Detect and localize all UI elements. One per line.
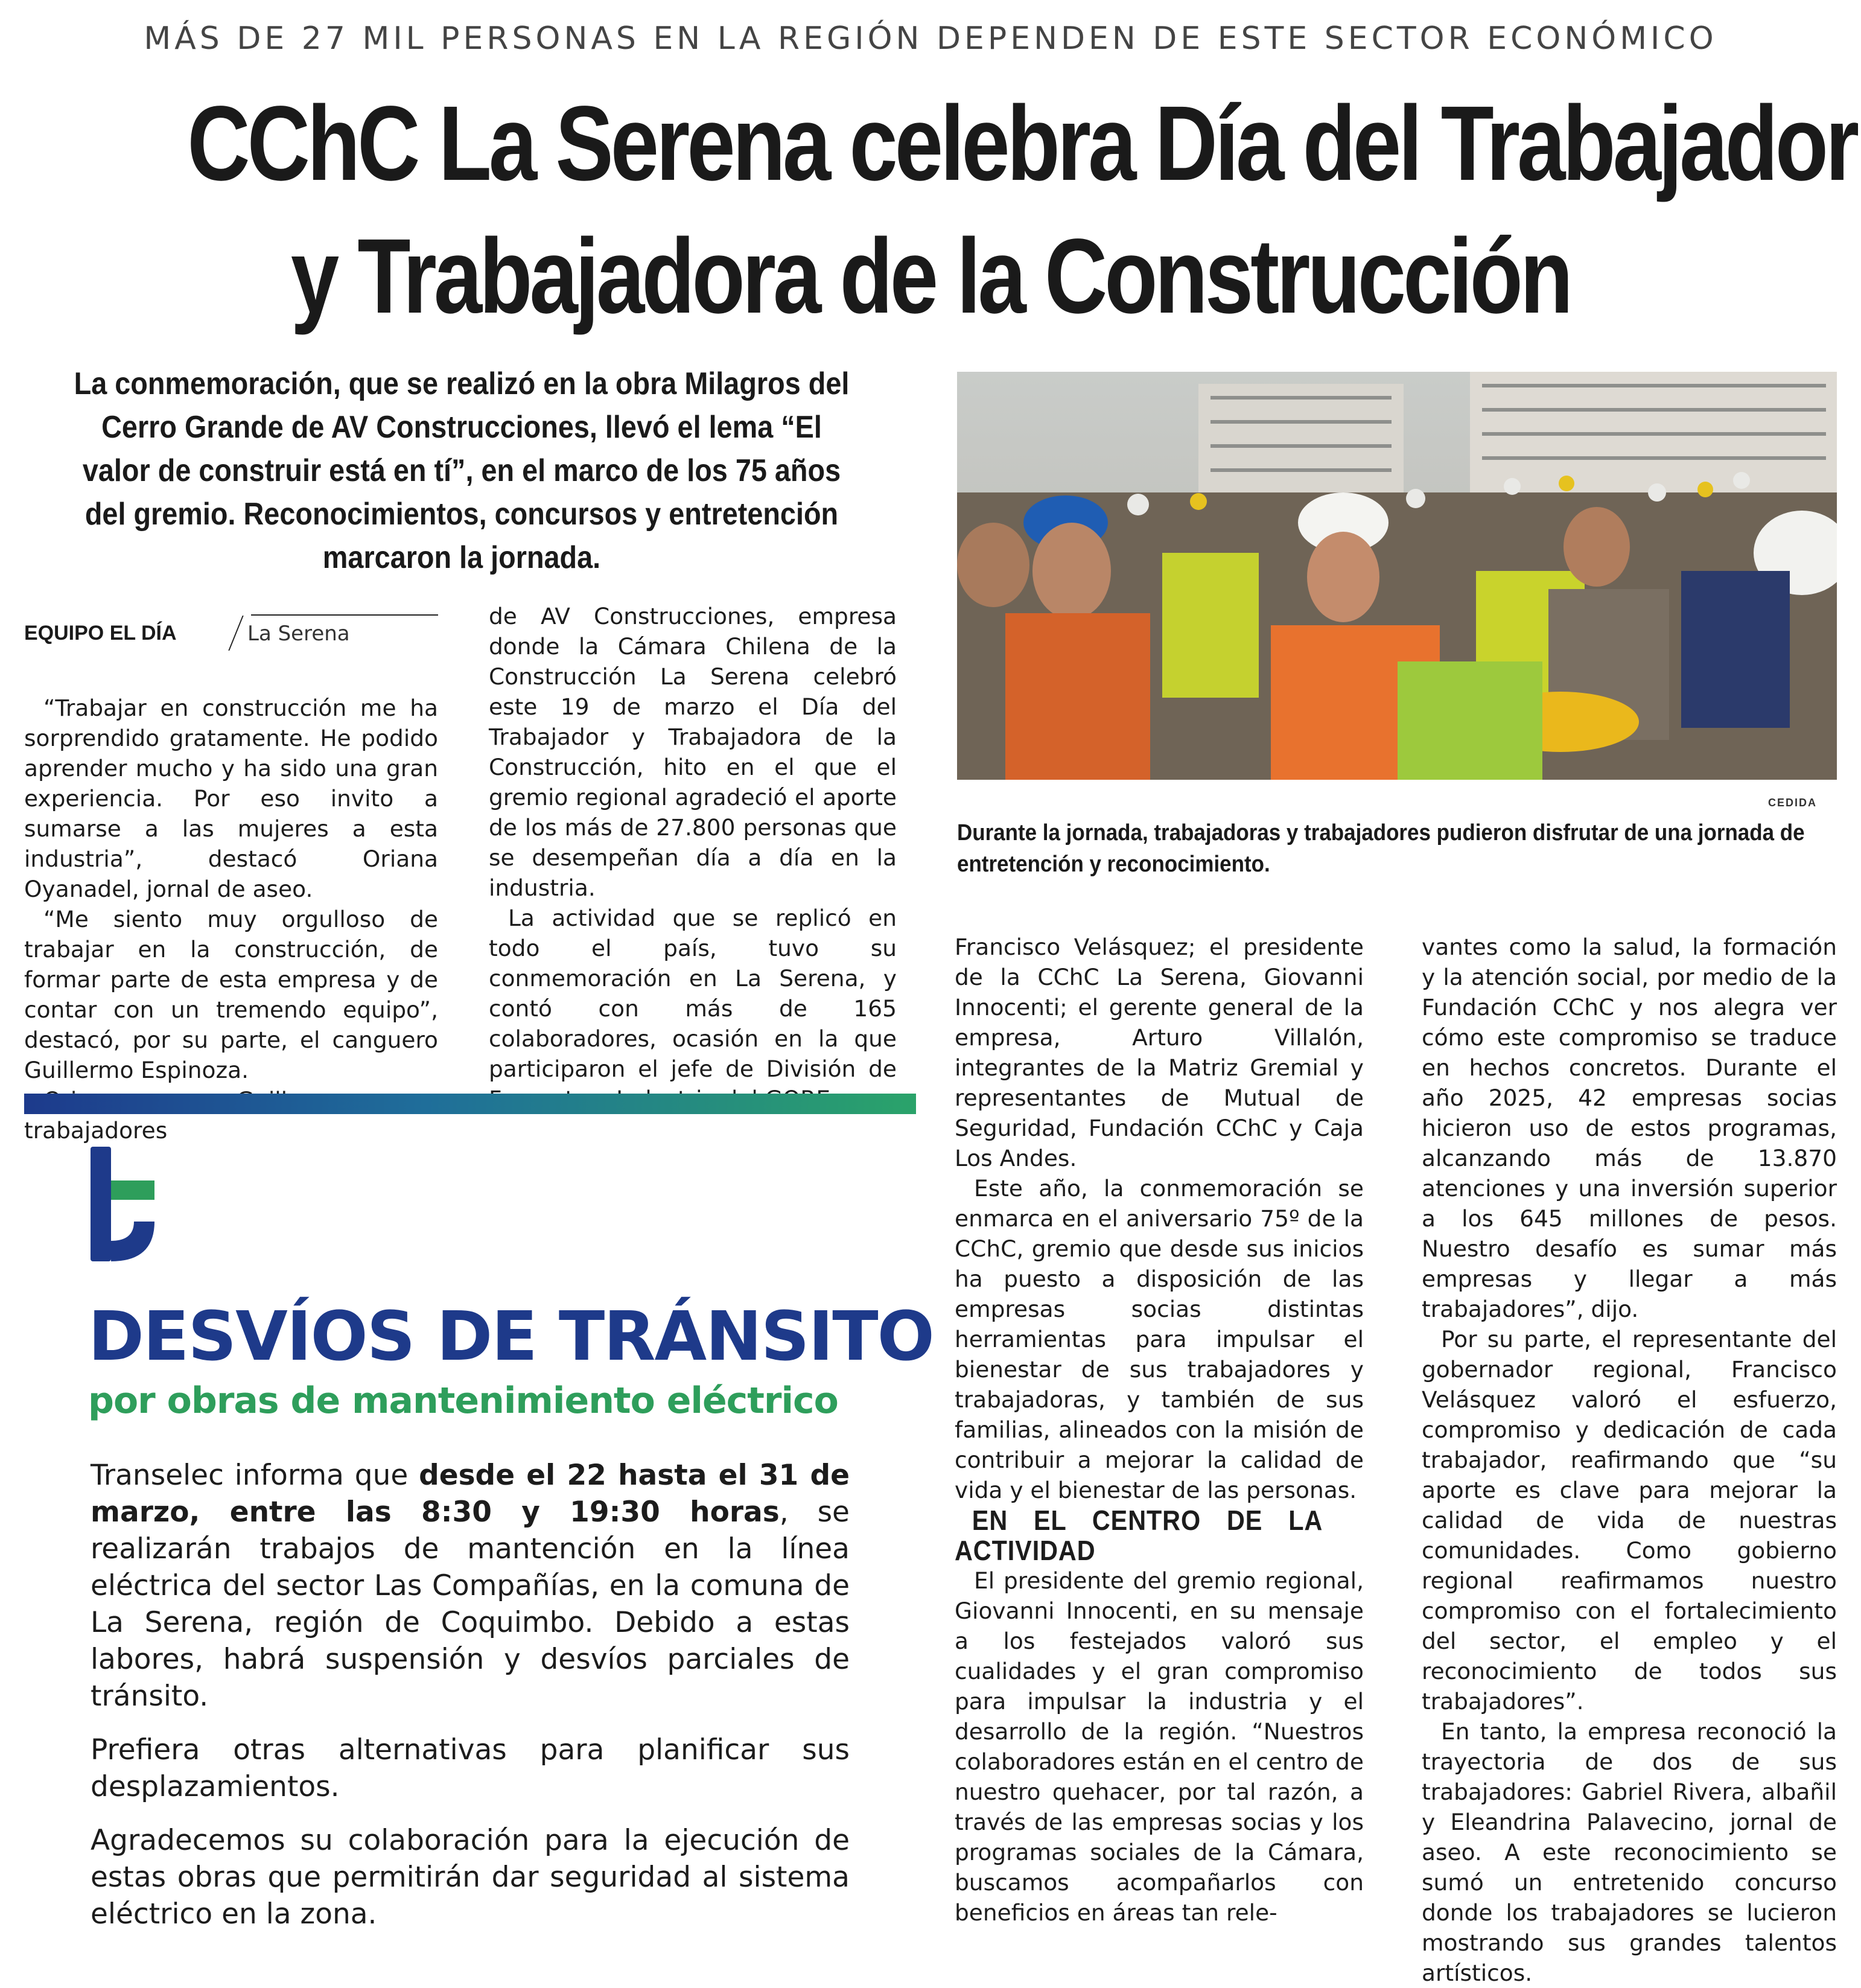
byline (24, 613, 438, 652)
article-column-1 (24, 693, 438, 1145)
lede: La conmemoración, que se realizó en la obra Milagros del Cerro Grande de AV Construcciones, llevó el lema “El valor de construir está en tí”, en el marco de los 75 años del gremio. Reconocimientos, concursos y entretención marcaron la jornada. (74, 366, 850, 575)
byline-divider (228, 616, 243, 651)
byline-rule (251, 614, 438, 616)
article-paragraph: Francisco Velásquez; el presidente de la CChC La Serena, Giovanni Innocenti; el gerente general de la empresa, Arturo Villalón, integrantes de la Matriz Gremial y representantes de Mutual de Seguridad, Fundación CChC y Caja Los Andes. (955, 934, 1364, 1171)
ad-subtitle: por obras de mantenimiento eléctrico (88, 1380, 838, 1422)
ad-dates: desde el 22 hasta el 31 de marzo, entre las 8:30 y 19:30 horas (91, 1459, 850, 1529)
workers-photo (957, 372, 1837, 780)
ad-body (91, 1457, 850, 1949)
article-paragraph: “Trabajar en construcción me ha sorprendido gratamente. He podido aprender mucho y ha sido una gran experiencia. Por eso invito a sumarse a las mujeres a esta industria”, destacó Oriana Oyanadel, jornal de aseo. (24, 695, 438, 902)
headline-line-1: CChC La Serena celebra Día del Trabajador (187, 84, 1857, 203)
kicker: MÁS DE 27 MIL PERSONAS EN LA REGIÓN DEPENDEN DE ESTE SECTOR ECONÓMICO (144, 21, 1717, 57)
article-paragraph: de AV Construcciones, empresa donde la Cámara Chilena de la Construcción La Serena celebró este 19 de marzo el Día del Trabajador y Trabajadora de la Construcción, hito en el que el gremio regional agradeció el aporte de los más de 27.800 personas que se desempeñan día a día en la industria. (489, 603, 897, 901)
ad-paragraph-1 (91, 1457, 850, 1715)
article-paragraph: Este año, la conmemoración se enmarca en el aniversario 75º de la CChC, gremio que desde sus inicios ha puesto a disposición de las empresas socias distintas herramientas para impulsar el bienestar de sus trabajadores y trabajadoras, y también de sus familias, alineados con la misión de contribuir a mejorar la calidad de vida y el bienestar de las personas. (955, 1175, 1364, 1503)
transelec-t-icon (91, 1147, 157, 1261)
ad-paragraph-3: Agradecemos su colaboración para la ejecución de estas obras que permitirán dar seguridad al sistema eléctrico en la zona. (91, 1824, 850, 1931)
ad-text: Transelec informa que (91, 1459, 419, 1492)
workers-photo-illustration (957, 372, 1837, 780)
article-paragraph: trabajadores (24, 1117, 168, 1144)
article-column-2 (489, 601, 897, 1114)
article-paragraph: “Me siento muy orgulloso de trabajar en la construcción, de formar parte de esta empresa y de contar con un tremendo equipo”, destacó, por su parte, el canguero Guillermo Espinoza. (24, 906, 438, 1083)
byline-author: EQUIPO EL DÍA (24, 622, 177, 645)
article-paragraph: El presidente del gremio regional, Giovanni Innocenti, en su mensaje a los festejados valoró sus cualidades y el gran compromiso para impulsar la industria y el desarrollo de la región. “Nuestros colaboradores están en el centro de nuestro quehacer, por tal razón, a través de las empresas socias y los programas sociales de la Cámara, buscamos acompañarlos con beneficios en áreas tan rele- (955, 1567, 1364, 1926)
photo-credit: CEDIDA (1768, 797, 1818, 809)
article-column-4 (1422, 932, 1837, 1988)
article-paragraph: En tanto, la empresa reconoció la trayectoria de dos de sus trabajadores: Gabriel Rivera, albañil y Eleandrina Palavecino, jornal de aseo. A este reconocimiento se sumó un entretenido concurso donde los trabajadores se lucieron mostrando sus grandes talentos artísticos. (1422, 1718, 1837, 1986)
byline-place: La Serena (247, 622, 350, 646)
photo-caption: Durante la jornada, trabajadoras y trabajadores pudieron disfrutar de una jornada de entretención y reconocimiento. (957, 820, 1805, 877)
article-paragraph: La actividad que se replicó en todo el país, tuvo su conmemoración en La Serena, y contó con más de 165 colaboradores, ocasión en la que participaron el jefe de División de (489, 905, 897, 1082)
ad-top-gradient-bar (24, 1094, 916, 1114)
article-paragraph: vantes como la salud, la formación y la atención social, por medio de la Fundación CChC y nos alegra ver cómo este compromiso se traduce en hechos concretos. Durante el año 2025, 42 empresas socias hicieron uso de estos programas, alcanzando más de 13.870 atenciones y una inversión superior a los 645 millones de pesos. Nuestro desafío es sumar más empresas y llegar a más trabajadores”, dijo. (1422, 934, 1837, 1322)
ad-paragraph-2: Prefiera otras alternativas para planificar sus desplazamientos. (91, 1733, 850, 1803)
article-paragraph: Por su parte, el representante del gobernador regional, Francisco Velásquez valoró el esfuerzo, compromiso y dedicación de cada trabajador, reafirmando que “su aporte es clave para mejorar la calidad de vida de nuestras comunidades. Como gobierno regional reafirmamos nuestro compromiso con el fortalecimiento del sector, el empleo y el reconocimiento de todos sus trabajadores”. (1422, 1326, 1837, 1715)
headline-line-2: y Trabajadora de la Construcción (290, 217, 1571, 336)
article-subhead: EN EL CENTRO DE LA ACTIVIDAD (955, 1505, 1323, 1566)
ad-title: DESVÍOS DE TRÁNSITO (88, 1298, 934, 1376)
ad-text: , se realizarán trabajos de mantención en la línea eléctrica del sector Las Compañías, en la comuna de La Serena, región de Coquimbo. Debido a estas labores, habrá suspensión y desvíos parciales de tránsito. (91, 1496, 850, 1713)
article-column-3 (955, 932, 1364, 1928)
